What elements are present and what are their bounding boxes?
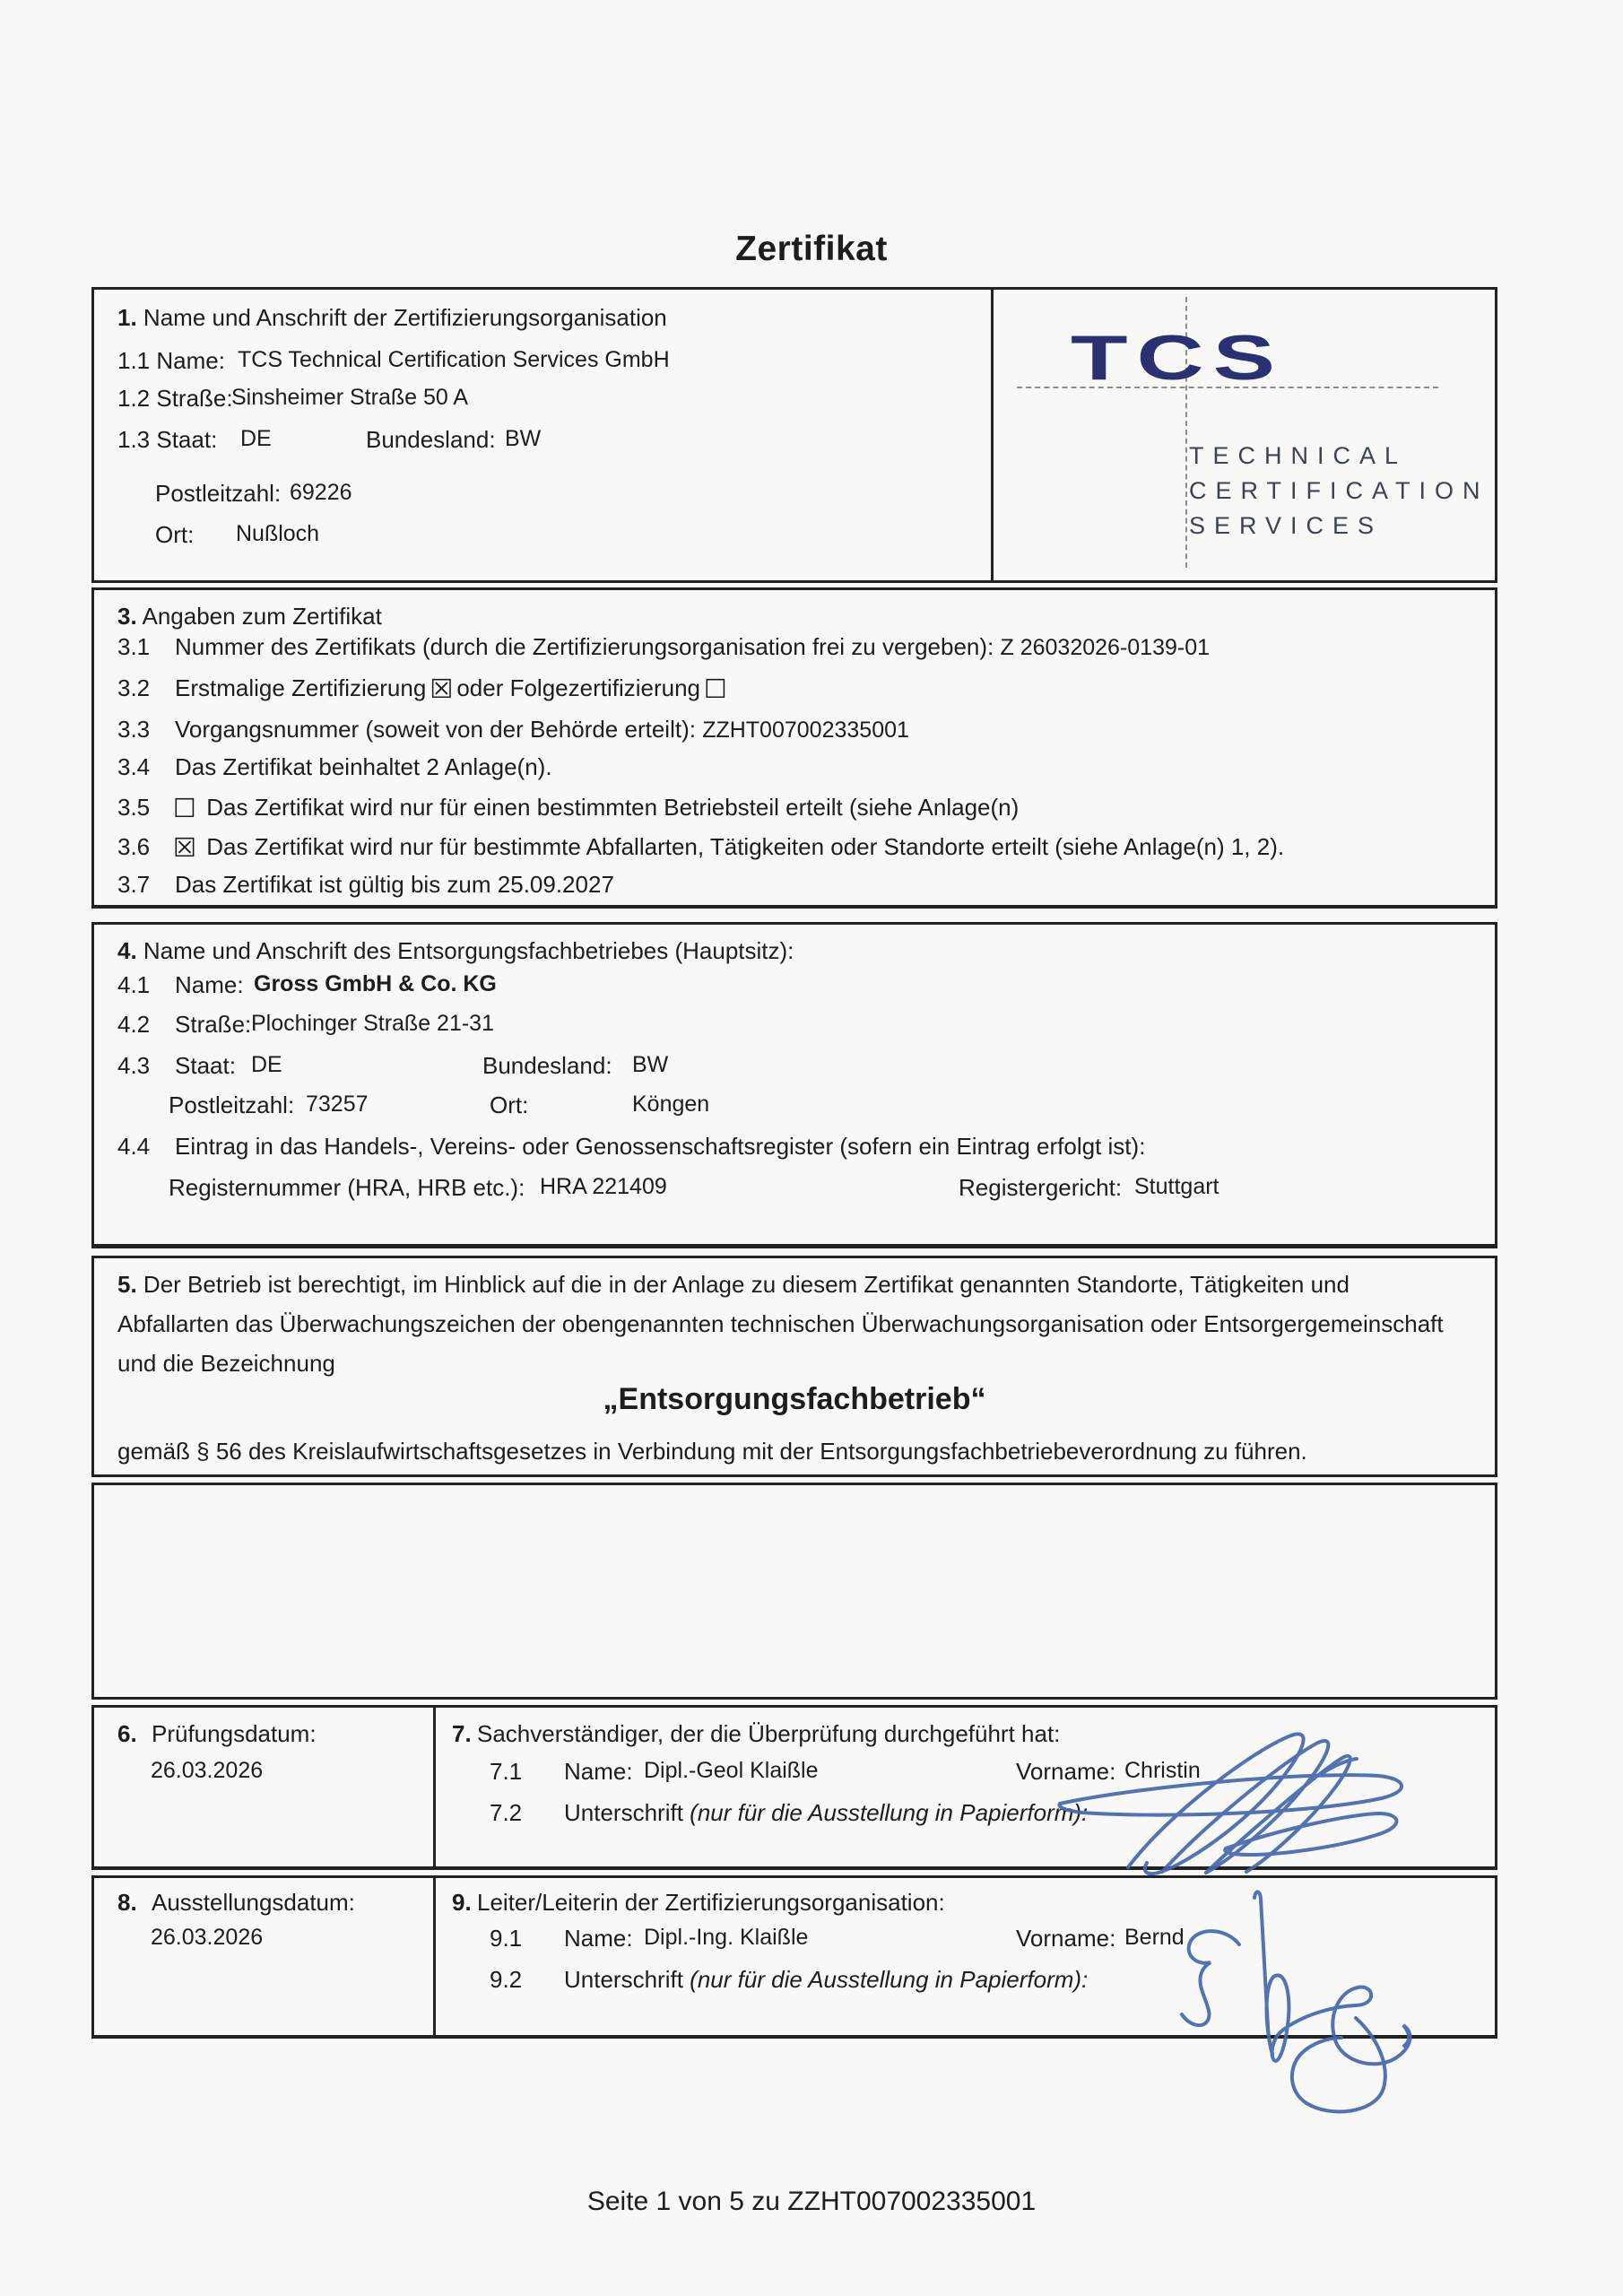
ausstellungsdatum-value: 26.03.2026 (151, 1925, 264, 1950)
org-state-value: DE (240, 426, 272, 451)
org-bundesland-label: Bundesland: (366, 426, 496, 453)
case-number-row (94, 716, 1495, 746)
org-plz-label: Postleitzahl: (155, 480, 282, 507)
certificate-number-value: Z 26032026-0139-01 (1000, 635, 1211, 660)
page-footer: Seite 1 von 5 zu ZZHT007002335001 (586, 2187, 1037, 2216)
section-1-heading: Name und Anschrift der Zertifizierungsorganisation (143, 304, 667, 331)
org-ort-value: Nußloch (236, 521, 320, 546)
expert-name-label: Name: (564, 1758, 633, 1785)
section-9-number: 9. (452, 1889, 472, 1916)
section-3-box (91, 587, 1497, 909)
row-3-1-text: Nummer des Zertifikats (durch die Zertifizierungsorganisation frei zu vergeben): (175, 633, 994, 660)
section-5-line-4: gemäß § 56 des Kreislaufwirtschaftsgesetzes in Verbindung mit der Entsorgungsfachbetriebeverordnung zu führen. (117, 1438, 1307, 1465)
company-name-row (94, 971, 1495, 1002)
leader-unterschrift-note: (nur für die Ausstellung in Papierform): (690, 1966, 1089, 1993)
expert-unterschrift-note: (nur für die Ausstellung in Papierform): (690, 1799, 1089, 1826)
register-court-value: Stuttgart (1134, 1174, 1219, 1199)
org-street-label: 1.2 Straße: (117, 385, 233, 412)
org-name-label: 1.1 Name: (117, 347, 225, 374)
company-plz-row (94, 1091, 1495, 1122)
certificate-number-row (94, 633, 1495, 664)
case-number-value: ZZHT007002335001 (702, 718, 909, 743)
company-street-label: Straße: (175, 1011, 252, 1038)
logo-line-1: TECHNICAL (1189, 442, 1408, 469)
leader-vorname-value: Bernd (1124, 1925, 1185, 1950)
tcs-logo-wordmark (1189, 439, 1489, 544)
section-6-number: 6. (117, 1720, 137, 1747)
company-plz-label: Postleitzahl: (169, 1091, 295, 1118)
ausstellungsdatum-label: Ausstellungsdatum: (152, 1889, 355, 1916)
checkbox-erstmalige-checked: ☒ (430, 674, 454, 704)
betriebsteil-row (94, 794, 1495, 824)
checkbox-abfallarten-checked: ☒ (173, 832, 196, 863)
company-bundesland-value: BW (632, 1052, 669, 1077)
register-number-value: HRA 221409 (540, 1174, 667, 1199)
row-3-7-text: Das Zertifikat ist gültig bis zum 25.09.2027 (175, 871, 614, 898)
section-4-heading: Name und Anschrift des Entsorgungsfachbetriebes (Hauptsitz): (143, 937, 794, 964)
checkbox-folge-unchecked: ☐ (704, 674, 728, 704)
row-4-4-number: 4.4 (117, 1133, 151, 1160)
section-5-line-1: Der Betrieb ist berechtigt, im Hinblick auf die in der Anlage zu diesem Zertifikat genannten Standorte, Tätigkeiten und (143, 1271, 1350, 1298)
certification-type-row (94, 674, 1495, 705)
section-3-number: 3. (117, 603, 137, 630)
tcs-logo-acronym: TCS (1071, 322, 1284, 394)
company-plz-value: 73257 (306, 1091, 369, 1117)
row-7-1-number: 7.1 (490, 1758, 523, 1785)
abfallarten-row (94, 833, 1495, 864)
row-3-3-number: 3.3 (117, 716, 151, 743)
company-name-label: Name: (175, 971, 244, 998)
section-4-box (91, 922, 1497, 1248)
org-state-label: 1.3 Staat: (117, 426, 218, 453)
row-3-2-text-1: Erstmalige Zertifizierung (175, 674, 427, 701)
row-9-1-number: 9.1 (490, 1925, 523, 1952)
expert-name-value: Dipl.-Geol Klaißle (644, 1758, 819, 1783)
org-street-value: Sinsheimer Straße 50 A (231, 385, 469, 410)
company-state-label: Staat: (175, 1052, 236, 1079)
row-3-5-text: Das Zertifikat wird nur für einen bestimmten Betriebsteil erteilt (siehe Anlage(n) (206, 794, 1020, 821)
row-3-6-number: 3.6 (117, 833, 151, 860)
page-title: Zertifikat (735, 230, 888, 268)
row-4-3-number: 4.3 (117, 1052, 151, 1079)
company-name-value: Gross GmbH & Co. KG (254, 971, 497, 996)
leader-name-label: Name: (564, 1925, 633, 1952)
company-ort-label: Ort: (490, 1091, 529, 1118)
pruefungsdatum-value: 26.03.2026 (151, 1758, 264, 1783)
leader-unterschrift-label: Unterschrift (564, 1966, 690, 1993)
section-4-number: 4. (117, 937, 137, 964)
row-9-2-number: 9.2 (490, 1966, 523, 1993)
company-state-value: DE (251, 1052, 282, 1077)
company-ort-value: Köngen (632, 1091, 710, 1117)
section-1-box (91, 287, 1497, 583)
org-name-value: TCS Technical Certification Services GmbH (238, 347, 670, 372)
section-9-heading: Leiter/Leiterin der Zertifizierungsorganisation: (477, 1889, 945, 1916)
row-3-3-text: Vorgangsnummer (soweit von der Behörde erteilt): (175, 716, 696, 743)
row-3-2-text-2: oder Folgezertifizierung (456, 674, 701, 701)
row-4-1-number: 4.1 (117, 971, 151, 998)
register-court-label: Registergericht: (959, 1174, 1123, 1201)
row-3-2-number: 3.2 (117, 674, 151, 701)
row-3-4-text: Das Zertifikat beinhaltet 2 Anlage(n). (175, 753, 552, 780)
tcs-logo-box (991, 290, 1500, 580)
company-bundesland-label: Bundesland: (482, 1052, 612, 1079)
row-3-7-number: 3.7 (117, 871, 151, 898)
entsorgungsfachbetrieb-title: „Entsorgungsfachbetrieb“ (603, 1382, 986, 1416)
checkbox-betriebsteil-unchecked: ☐ (173, 793, 196, 823)
leader-name-value: Dipl.-Ing. Klaißle (644, 1925, 809, 1950)
register-entry-row (94, 1133, 1495, 1163)
row-7-2-number: 7.2 (490, 1799, 523, 1826)
empty-box (91, 1483, 1497, 1700)
row-4-4-text: Eintrag in das Handels-, Vereins- oder Genossenschaftsregister (sofern ein Eintrag erfolgt ist): (175, 1133, 1146, 1160)
row-3-4-number: 3.4 (117, 753, 151, 780)
org-plz-value: 69226 (290, 480, 352, 505)
section-5-line-2: Abfallarten das Überwachungszeichen der obengenannten technischen Überwachungsorganisation oder Entsorgergemeinschaft (117, 1310, 1444, 1337)
signature-sachverstaendiger (1027, 1726, 1421, 1874)
signature-leiter (1166, 1883, 1435, 2135)
row-4-2-number: 4.2 (117, 1011, 151, 1038)
section-5-number: 5. (117, 1271, 137, 1298)
row-3-5-number: 3.5 (117, 794, 151, 821)
logo-line-2: CERTIFICATION (1189, 477, 1489, 504)
expert-unterschrift-label: Unterschrift (564, 1799, 690, 1826)
company-street-row (94, 1011, 1495, 1041)
row-3-6-text: Das Zertifikat wird nur für bestimmte Abfallarten, Tätigkeiten oder Standorte erteilt (siehe Anlage(n) 1, 2). (206, 833, 1285, 860)
org-ort-label: Ort: (155, 521, 195, 548)
section-7-heading: Sachverständiger, der die Überprüfung durchgeführt hat: (477, 1720, 1061, 1747)
section-5-line-3: und die Bezeichnung (117, 1350, 335, 1377)
company-street-value: Plochinger Straße 21-31 (251, 1011, 494, 1036)
section-3-heading: Angaben zum Zertifikat (142, 603, 382, 630)
section-7-number: 7. (452, 1720, 472, 1747)
expert-vorname-label: Vorname: (1016, 1758, 1116, 1785)
register-number-row (94, 1174, 1495, 1205)
register-number-label: Registernummer (HRA, HRB etc.): (169, 1174, 525, 1201)
attachments-row (94, 753, 1495, 784)
leader-vorname-label: Vorname: (1016, 1925, 1116, 1952)
logo-line-3: SERVICES (1189, 512, 1384, 539)
pruefungsdatum-label: Prüfungsdatum: (152, 1720, 317, 1747)
section-1-number: 1. (117, 304, 137, 331)
company-state-row (94, 1052, 1495, 1083)
validity-row (94, 871, 1495, 901)
section-8-number: 8. (117, 1889, 137, 1916)
row-3-1-number: 3.1 (117, 633, 151, 660)
expert-vorname-value: Christin (1124, 1758, 1201, 1783)
section-5-box (91, 1256, 1497, 1477)
org-bundesland-value: BW (505, 426, 542, 451)
